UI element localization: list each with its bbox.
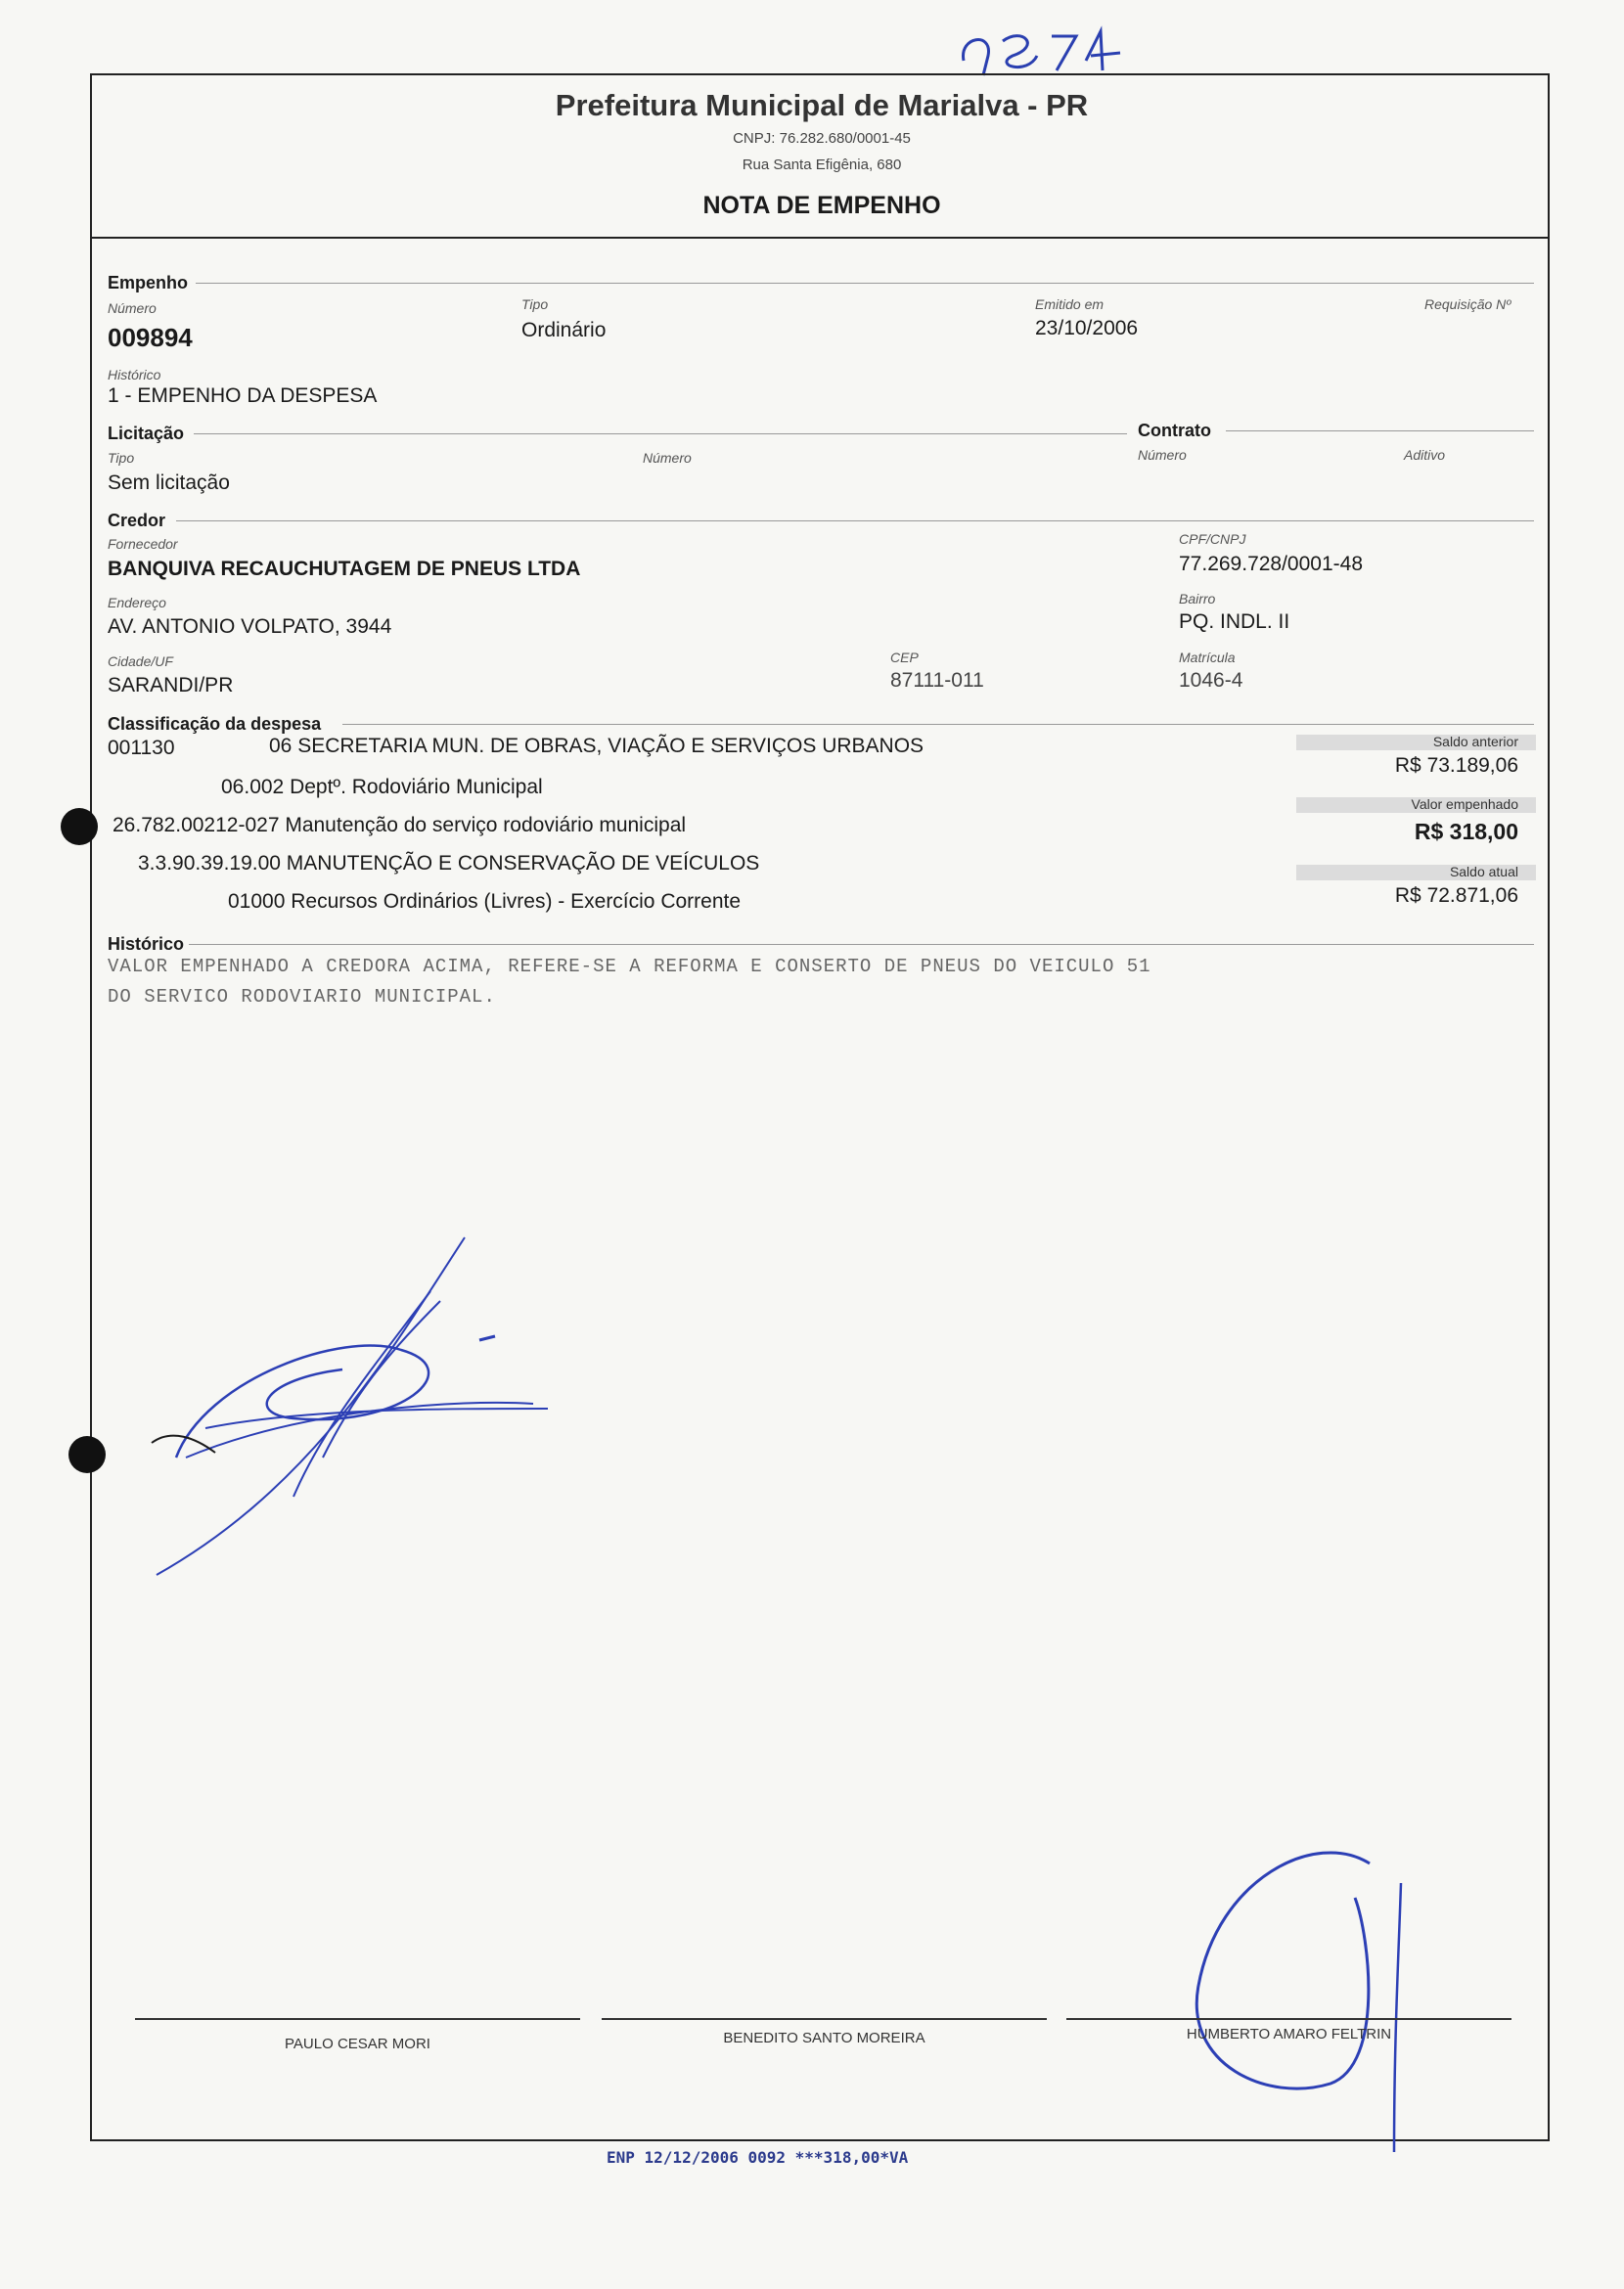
signature-name: HUMBERTO AMARO FELTRIN (1186, 2026, 1392, 2042)
handwritten-signature (1159, 1839, 1414, 2162)
section-contrato: Contrato (1138, 421, 1211, 440)
empenho-historico-label: Histórico (108, 367, 161, 382)
historico-text: VALOR EMPENHADO A CREDORA ACIMA, REFERE-SE A REFORMA E CONSERTO DE PNEUS DO VEICULO 51 (108, 956, 1151, 977)
empenho-tipo: Ordinário (521, 319, 607, 341)
emitido-label: Emitido em (1035, 296, 1105, 312)
classificacao-line: 3.3.90.39.19.00 MANUTENÇÃO E CONSERVAÇÃO DE VEÍCULOS (138, 852, 760, 875)
validation-stamp: ENP 12/12/2006 0092 ***318,00*VA (607, 2148, 909, 2167)
endereco: AV. ANTONIO VOLPATO, 3944 (108, 615, 392, 638)
matricula-label: Matrícula (1179, 650, 1236, 665)
historico-text: DO SERVICO RODOVIARIO MUNICIPAL. (108, 986, 496, 1008)
signature-name: PAULO CESAR MORI (285, 2036, 430, 2052)
handwritten-signature (147, 1233, 558, 1585)
empenho-numero: 009894 (108, 323, 193, 352)
saldo-atual-label: Saldo atual (1449, 864, 1518, 879)
valor-empenhado-label: Valor empenhado (1411, 796, 1518, 812)
section-divider (342, 724, 1534, 725)
signature-line (135, 2018, 580, 2020)
header-cnpj: CNPJ: 76.282.680/0001-45 (733, 130, 911, 147)
fornecedor-label: Fornecedor (108, 536, 178, 552)
cidade-label: Cidade/UF (108, 653, 173, 669)
section-licitacao: Licitação (108, 424, 185, 443)
section-divider (196, 283, 1534, 284)
licitacao-tipo: Sem licitação (108, 471, 230, 494)
saldo-anterior-label: Saldo anterior (1432, 734, 1518, 749)
cep-label: CEP (890, 650, 919, 665)
licitacao-numero-label: Número (643, 450, 692, 466)
cep: 87111-011 (890, 669, 984, 692)
classificacao-line: 01000 Recursos Ordinários (Livres) - Exercício Corrente (228, 890, 742, 913)
bairro-label: Bairro (1179, 591, 1216, 606)
matricula: 1046-4 (1179, 669, 1243, 692)
section-divider (189, 944, 1534, 945)
licitacao-tipo-label: Tipo (108, 450, 135, 466)
cpf-cnpj-label: CPF/CNPJ (1179, 531, 1246, 547)
classificacao-line: 06 SECRETARIA MUN. DE OBRAS, VIAÇÃO E SERVIÇOS URBANOS (269, 735, 925, 757)
empenho-tipo-label: Tipo (521, 296, 549, 312)
bairro: PQ. INDL. II (1179, 610, 1290, 633)
punch-hole (61, 808, 98, 845)
punch-hole (68, 1436, 106, 1473)
emitido-date: 23/10/2006 (1035, 317, 1139, 339)
section-historico: Histórico (108, 934, 185, 954)
signature-name: BENEDITO SANTO MOREIRA (723, 2030, 925, 2046)
cidade: SARANDI/PR (108, 674, 234, 696)
section-classificacao: Classificação da despesa (108, 714, 322, 734)
header-divider (90, 237, 1548, 239)
handwritten-number (954, 22, 1130, 80)
contrato-aditivo-label: Aditivo (1404, 447, 1446, 463)
empenho-numero-label: Número (108, 300, 157, 316)
signature-line (1066, 2018, 1511, 2020)
cpf-cnpj: 77.269.728/0001-48 (1179, 553, 1364, 575)
saldo-anterior: R$ 73.189,06 (1394, 754, 1518, 777)
classificacao-line: 26.782.00212-027 Manutenção do serviço rodoviário municipal (113, 814, 687, 836)
document-title: NOTA DE EMPENHO (702, 192, 941, 219)
classificacao-line: 06.002 Deptº. Rodoviário Municipal (221, 776, 543, 798)
header-address: Rua Santa Efigênia, 680 (742, 157, 902, 173)
fornecedor-name: BANQUIVA RECAUCHUTAGEM DE PNEUS LTDA (108, 558, 581, 580)
valor-empenhado: R$ 318,00 (1414, 819, 1518, 844)
section-empenho: Empenho (108, 273, 189, 292)
signature-line (602, 2018, 1047, 2020)
empenho-historico: 1 - EMPENHO DA DESPESA (108, 384, 378, 407)
page-title: Prefeitura Municipal de Marialva - PR (555, 88, 1089, 122)
section-credor: Credor (108, 511, 166, 530)
endereco-label: Endereço (108, 595, 166, 610)
contrato-numero-label: Número (1138, 447, 1187, 463)
section-divider (194, 433, 1127, 434)
section-divider (1226, 430, 1534, 431)
saldo-atual: R$ 72.871,06 (1394, 884, 1518, 907)
classificacao-code: 001130 (108, 737, 175, 759)
section-divider (176, 520, 1534, 521)
requisicao-label: Requisição Nº (1424, 296, 1511, 312)
